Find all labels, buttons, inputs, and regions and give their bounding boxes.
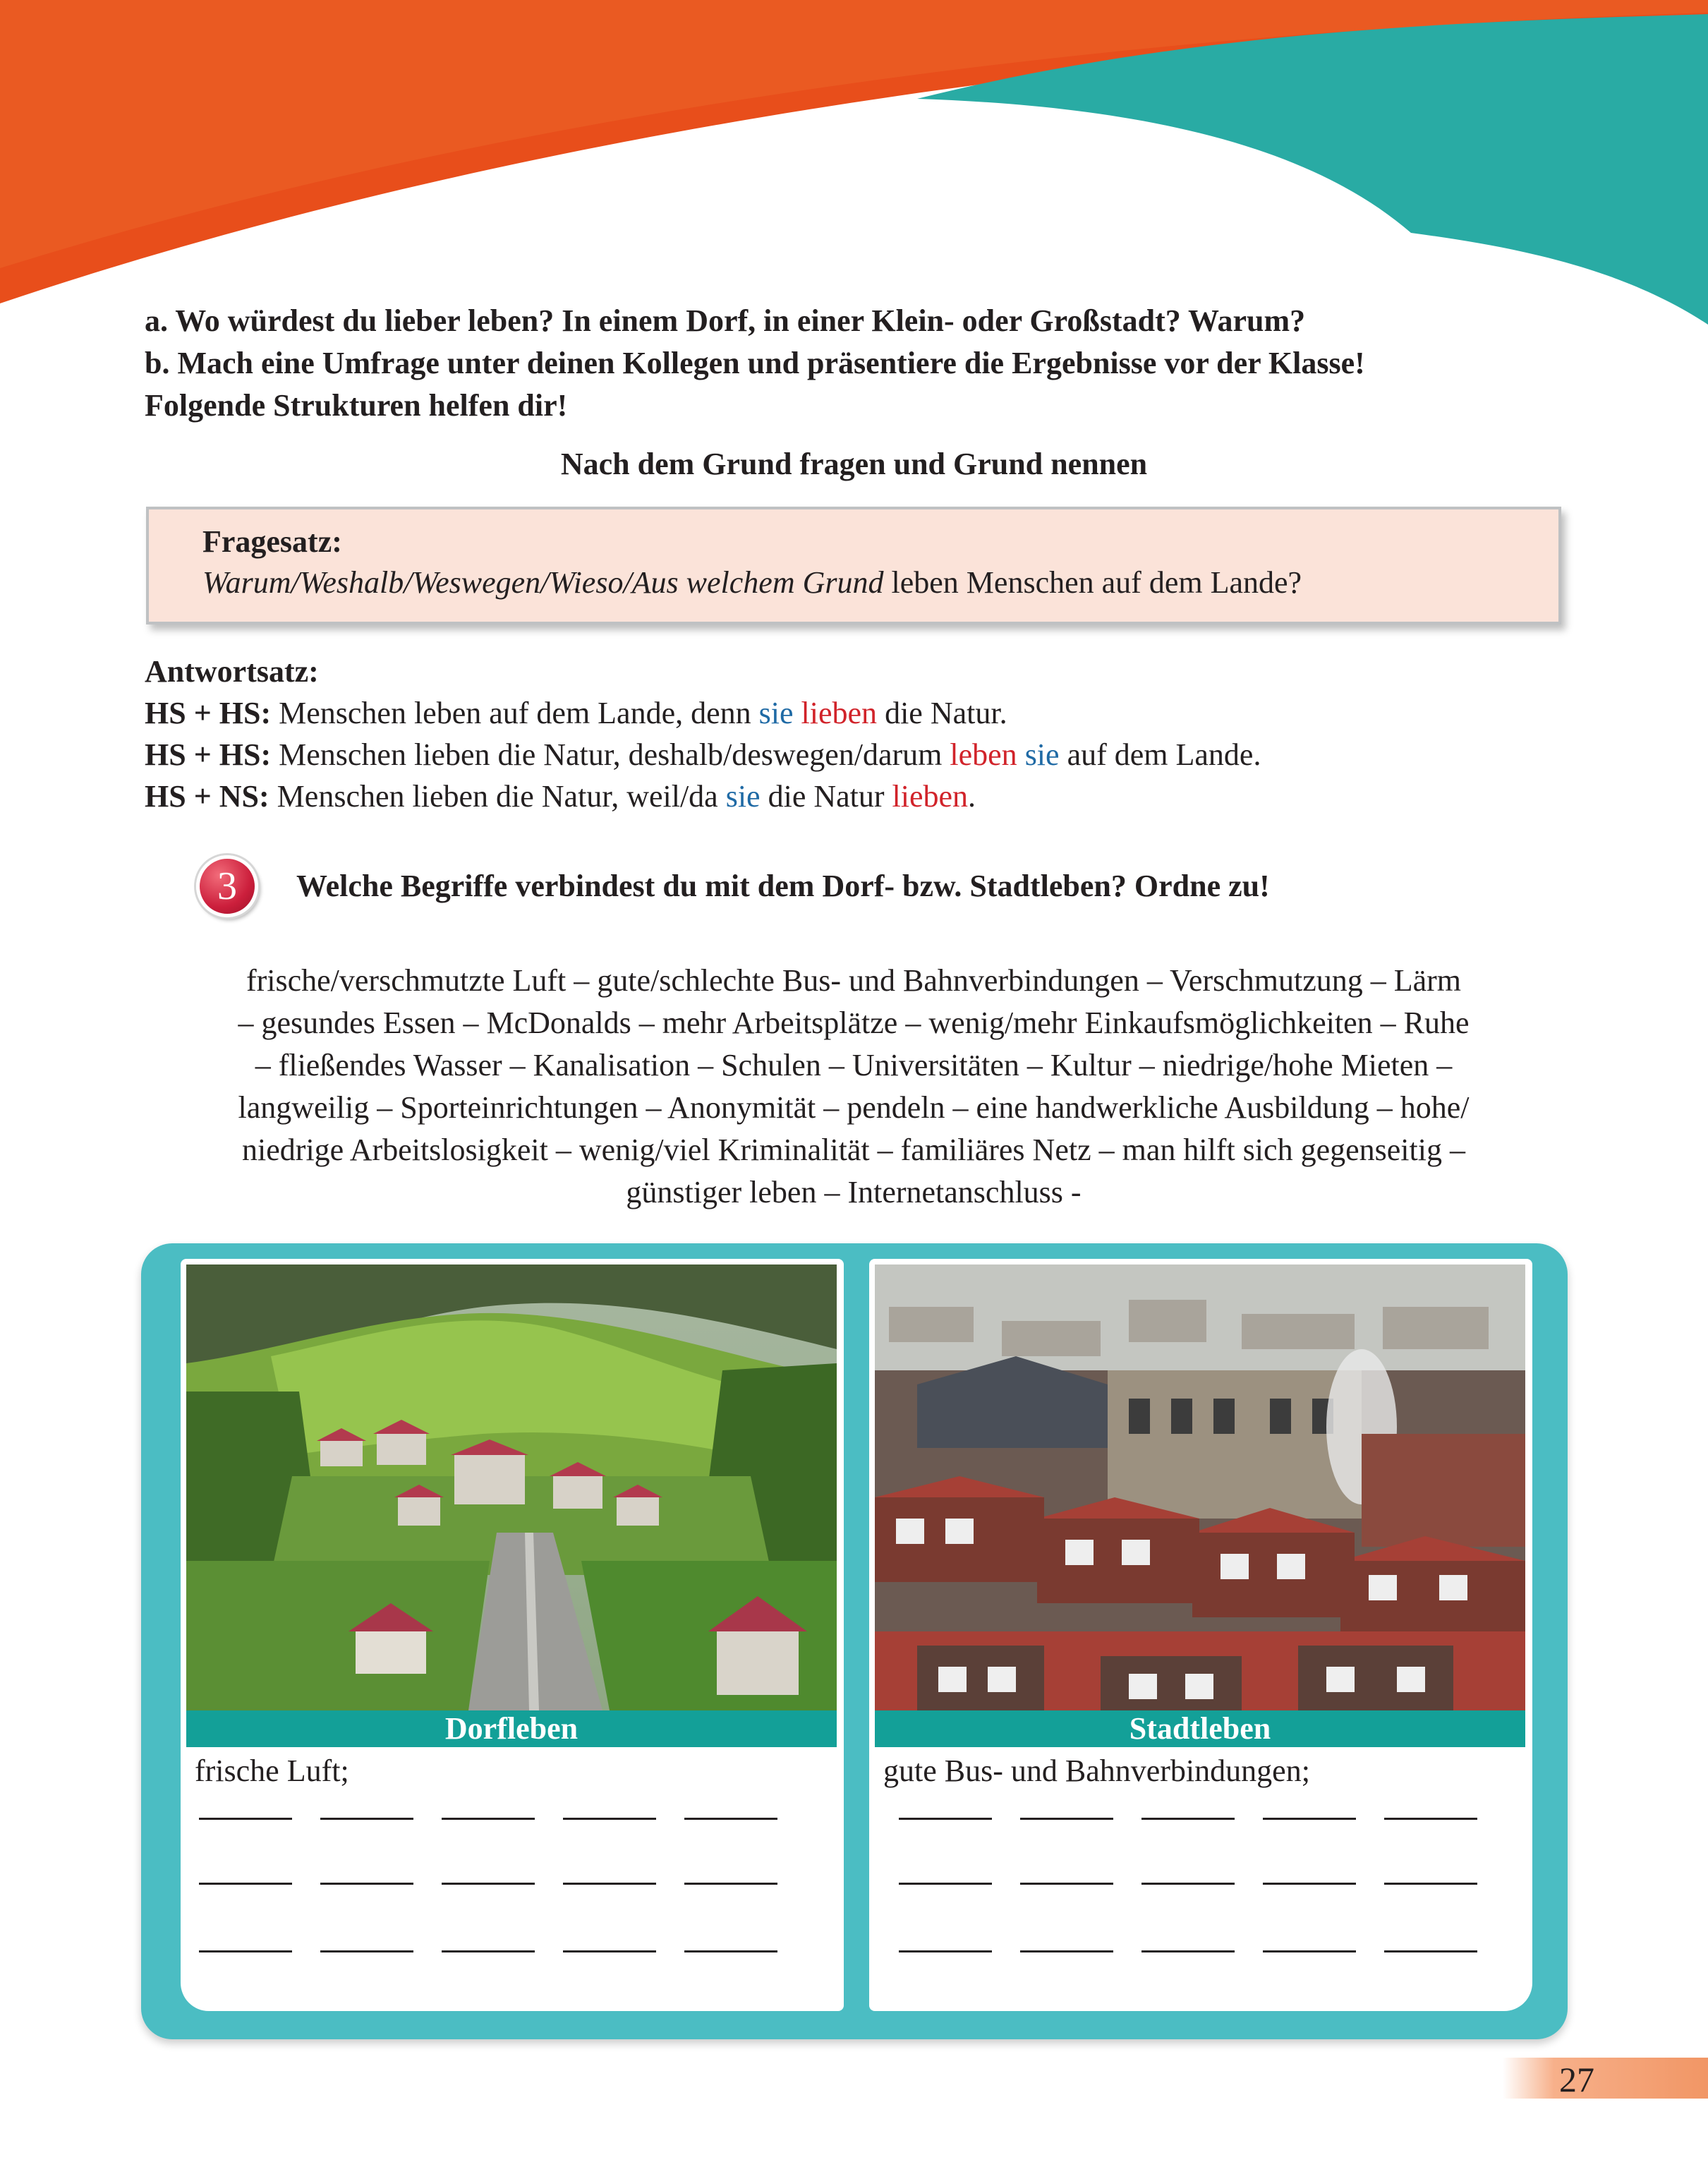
answer-subject: sie <box>758 696 794 730</box>
fragesatz-rest: leben Menschen auf dem Lande? <box>883 565 1302 600</box>
village-card <box>181 1259 844 2011</box>
fragesatz-question-words: Warum/Weshalb/Weswegen/Wieso/Aus welchem Grund <box>202 565 884 600</box>
sorting-panel <box>141 1243 1568 2039</box>
city-example: gute Bus- und Bahnverbindungen; <box>883 1753 1310 1788</box>
answer-verb: lieben <box>892 779 969 814</box>
blank-line-row[interactable] <box>199 1883 820 1885</box>
word-bank-line: – gesundes Essen – McDonalds – mehr Arbeitsplätze – wenig/mehr Einkaufsmöglichkeiten – Ruhe <box>238 1006 1470 1040</box>
fragesatz-text <box>202 565 1302 600</box>
answer-text: Menschen lieben die Natur, weil/da <box>269 779 726 814</box>
antwortsatz-title: Antwortsatz: <box>145 654 319 689</box>
task-number-badge: 3 <box>196 855 258 917</box>
word-bank <box>113 960 1594 1214</box>
section-heading: Nach dem Grund fragen und Grund nennen <box>560 447 1148 481</box>
answer-verb: leben <box>950 737 1017 772</box>
village-photo <box>186 1264 837 1710</box>
answer-text: . <box>968 779 976 814</box>
village-label: Dorfleben <box>186 1710 837 1747</box>
blank-line-row[interactable] <box>888 1883 1508 1885</box>
task-questions <box>145 300 1556 427</box>
word-bank-line: frische/verschmutzte Luft – gute/schlechte Bus- und Bahnverbindungen – Verschmutzung – Lärm <box>246 963 1462 998</box>
word-bank-line: günstiger leben – Internetanschluss - <box>626 1175 1082 1209</box>
answer-subject: sie <box>1024 737 1060 772</box>
answer-label: HS + HS: <box>145 737 272 772</box>
word-bank-line: – fließendes Wasser – Kanalisation – Schulen – Universitäten – Kultur – niedrige/hohe Mieten – <box>255 1048 1453 1082</box>
blank-line-row[interactable] <box>888 1950 1508 1953</box>
question-b: b. Mach eine Umfrage unter deinen Kollegen und präsentiere die Ergebnisse vor der Klasse! <box>145 346 1365 380</box>
answer-line <box>145 734 1556 775</box>
page-number-tab <box>1503 2058 1708 2099</box>
task-instruction: Welche Begriffe verbindest du mit dem Dorf- bzw. Stadtleben? Ordne zu! <box>296 869 1270 903</box>
answer-text: Menschen lieben die Natur, deshalb/deswegen/darum <box>271 737 950 772</box>
city-photo <box>875 1264 1525 1710</box>
fragesatz-box <box>146 507 1561 624</box>
answer-subject: sie <box>725 779 761 814</box>
answer-label: HS + NS: <box>145 779 269 814</box>
answer-text: die Natur. <box>877 696 1007 730</box>
question-a: a. Wo würdest du lieber leben? In einem Dorf, in einer Klein- oder Großstadt? Warum? <box>145 303 1306 338</box>
answer-text <box>794 696 801 730</box>
village-example: frische Luft; <box>195 1753 349 1788</box>
answer-line <box>145 775 1556 817</box>
answer-line <box>145 692 1556 734</box>
answer-text: auf dem Lande. <box>1059 737 1261 772</box>
question-c: Folgende Strukturen helfen dir! <box>145 388 568 423</box>
city-card <box>869 1259 1532 2011</box>
answer-text <box>1017 737 1025 772</box>
header-decoration <box>0 0 1708 332</box>
answer-label: HS + HS: <box>145 696 272 730</box>
blank-line-row[interactable] <box>199 1818 820 1821</box>
city-label: Stadtleben <box>875 1710 1525 1747</box>
answer-verb: lieben <box>801 696 878 730</box>
page-number: 27 <box>1559 2060 1594 2099</box>
antwortsatz-block <box>145 651 1556 817</box>
word-bank-line: niedrige Arbeitslosigkeit – wenig/viel Kriminalität – familiäres Netz – man hilft sich gegenseitig – <box>242 1133 1465 1167</box>
word-bank-line: langweilig – Sporteinrichtungen – Anonymität – pendeln – eine handwerkliche Ausbildung – hohe/ <box>238 1090 1470 1125</box>
fragesatz-title: Fragesatz: <box>202 524 342 559</box>
answer-text: Menschen leben auf dem Lande, denn <box>271 696 759 730</box>
answer-text: die Natur <box>760 779 892 814</box>
blank-line-row[interactable] <box>199 1950 820 1953</box>
blank-line-row[interactable] <box>888 1818 1508 1821</box>
